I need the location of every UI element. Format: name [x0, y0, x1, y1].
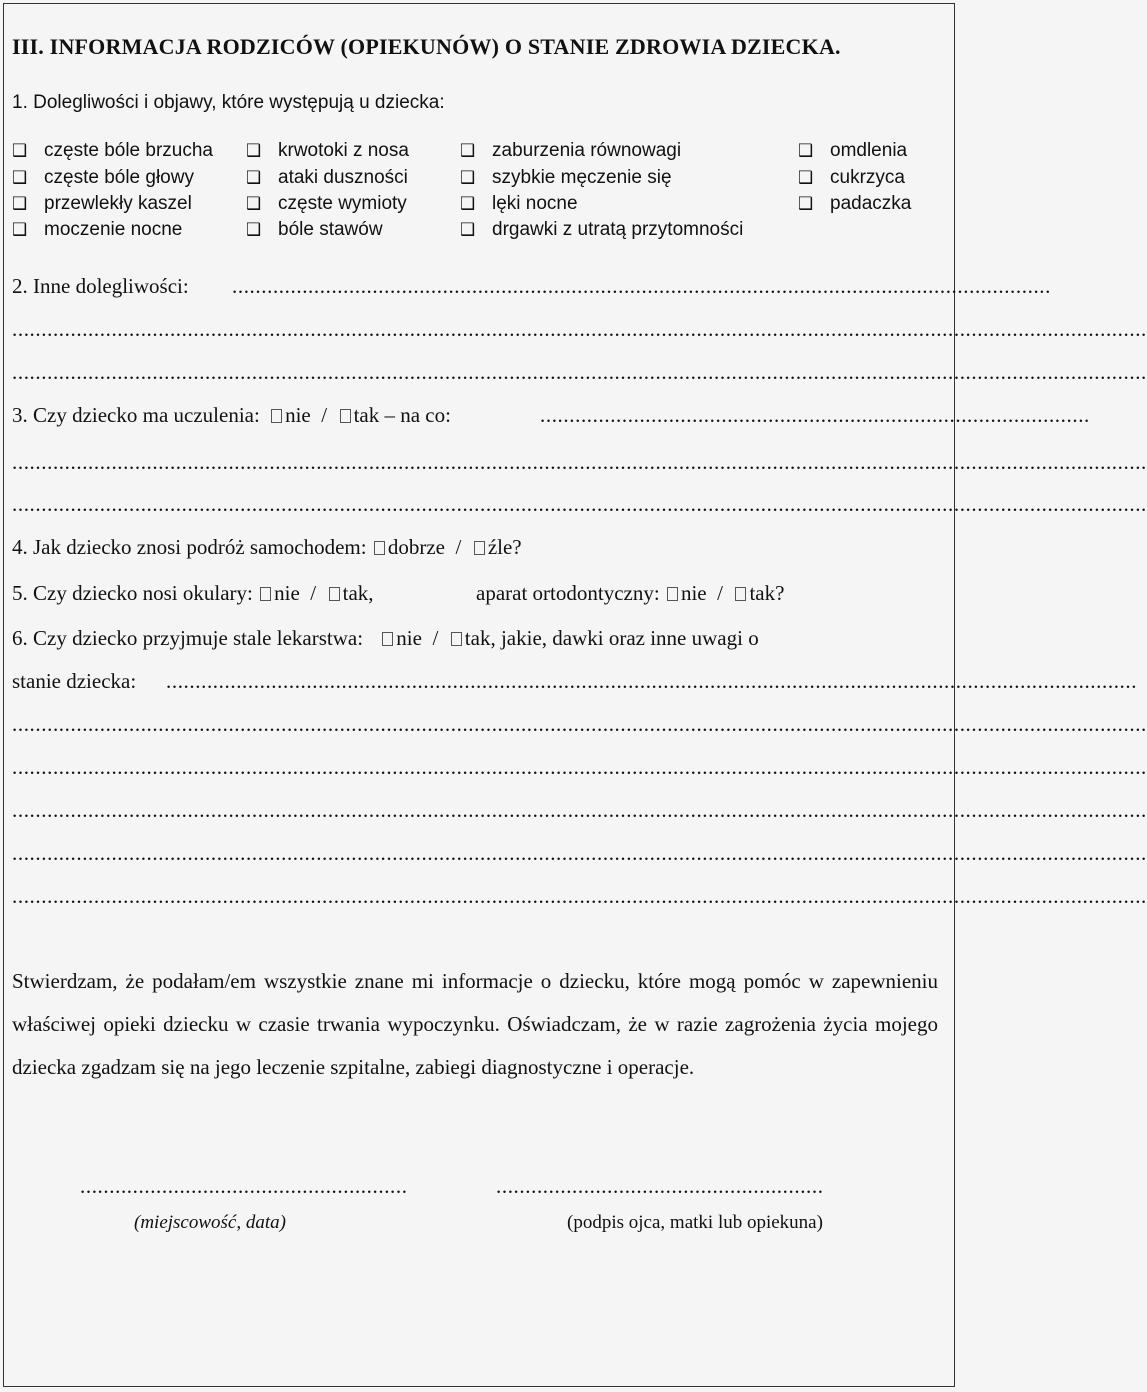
checkbox-icon[interactable]: ❑ — [460, 220, 476, 240]
checkbox-icon[interactable]: ❑ — [798, 194, 814, 214]
parent-signature-caption: (podpis ojca, matki lub opiekuna) — [567, 1212, 823, 1233]
question-2-label: 2. Inne dolegliwości: — [12, 274, 189, 298]
checkbox-icon[interactable]: ❑ — [460, 168, 476, 188]
checkbox-icon[interactable]: ❑ — [798, 168, 814, 188]
checkbox-icon[interactable]: ❑ — [12, 141, 28, 161]
symptom-label: lęki nocne — [492, 193, 578, 214]
checkbox-meds-yes[interactable] — [451, 632, 462, 646]
question-3-row: 3. Czy dziecko ma uczulenia: nie / tak – na co: — [12, 403, 451, 427]
checkbox-icon[interactable]: ❑ — [246, 168, 262, 188]
answer-line[interactable]: .................................................................................................................................................................................................. — [12, 884, 1147, 908]
answer-line[interactable]: .................................................................................................................................................................................................. — [12, 317, 1147, 341]
checkbox-braces-no[interactable] — [667, 587, 678, 601]
question-5-braces-row: aparat ortodontyczny: nie / tak? — [476, 581, 785, 605]
signature-place-date-line[interactable]: ........................................................ — [80, 1174, 408, 1198]
symptom-option[interactable] — [460, 167, 672, 189]
symptom-label: krwotoki z nosa — [278, 140, 409, 161]
symptom-option[interactable] — [12, 167, 194, 189]
answer-line[interactable]: .................................................................................................................................................................................................. — [12, 841, 1147, 865]
symptom-option[interactable] — [460, 193, 578, 215]
symptom-label: częste bóle głowy — [44, 167, 194, 188]
checkbox-yes[interactable] — [340, 409, 351, 423]
question-4-row: 4. Jak dziecko znosi podróż samochodem: dobrze / źle? — [12, 535, 522, 559]
symptom-label: częste bóle brzucha — [44, 140, 213, 161]
braces-label: aparat ortodontyczny: — [476, 581, 660, 605]
checkbox-icon[interactable]: ❑ — [460, 194, 476, 214]
answer-line[interactable]: .................................................................................................................................................................................................. — [12, 360, 1147, 384]
question-6-label: 6. Czy dziecko przyjmuje stale lekarstwa: — [12, 626, 364, 650]
signature-parent-line[interactable]: ........................................................ — [496, 1174, 824, 1198]
checkbox-no[interactable] — [271, 409, 282, 423]
answer-line[interactable]: .................................................................................................................................................................................................. — [12, 755, 1147, 779]
question-6-row: 6. Czy dziecko przyjmuje stale lekarstwa: nie / tak, jakie, dawki oraz inne uwagi o — [12, 626, 759, 650]
symptom-option[interactable] — [246, 219, 383, 241]
checkbox-meds-no[interactable] — [382, 632, 393, 646]
question-5-row: 5. Czy dziecko nosi okulary: nie / tak, — [12, 581, 374, 605]
symptom-option[interactable] — [246, 167, 408, 189]
symptom-label: częste wymioty — [278, 193, 407, 214]
answer-line[interactable]: .................................................................................................................................................................................................. — [12, 798, 1147, 822]
symptom-label: padaczka — [830, 193, 912, 214]
symptom-label: ataki duszności — [278, 167, 408, 188]
answer-line[interactable]: .............................................................................................. — [540, 403, 1090, 427]
answer-line[interactable]: ............................................................................................................................................ — [232, 274, 1051, 298]
symptom-option[interactable] — [12, 219, 182, 241]
symptom-label: moczenie nocne — [44, 219, 183, 240]
section-heading: III. INFORMACJA RODZICÓW (OPIEKUNÓW) O STANIE ZDROWIA DZIECKA. — [12, 34, 841, 59]
answer-line[interactable]: .................................................................................................................................................................................................. — [12, 450, 1147, 474]
symptom-label: omdlenia — [830, 140, 908, 161]
symptom-label: zaburzenia równowagi — [492, 140, 682, 161]
question-4-label: 4. Jak dziecko znosi podróż samochodem: — [12, 535, 367, 559]
checkbox-icon[interactable]: ❑ — [246, 194, 262, 214]
checkbox-icon[interactable]: ❑ — [460, 141, 476, 161]
symptom-label: drgawki z utratą przytomności — [492, 219, 744, 240]
checkbox-glasses-yes[interactable] — [329, 587, 340, 601]
checkbox-icon[interactable]: ❑ — [246, 141, 262, 161]
checkbox-icon[interactable]: ❑ — [246, 220, 262, 240]
symptom-label: szybkie męczenie się — [492, 167, 672, 188]
place-date-caption: (miejscowość, data) — [134, 1212, 286, 1233]
checkbox-icon[interactable]: ❑ — [12, 194, 28, 214]
answer-line[interactable]: .................................................................................................................................................................................................. — [12, 492, 1147, 516]
checkbox-icon[interactable]: ❑ — [12, 220, 28, 240]
symptom-option[interactable] — [246, 140, 409, 162]
symptom-option[interactable] — [460, 219, 743, 241]
symptom-option[interactable] — [798, 193, 911, 215]
symptom-label: przewlekły kaszel — [44, 193, 192, 214]
question-3-label: 3. Czy dziecko ma uczulenia: — [12, 403, 260, 427]
question-5-label: 5. Czy dziecko nosi okulary: — [12, 581, 253, 605]
checkbox-braces-yes[interactable] — [735, 587, 746, 601]
symptom-option[interactable] — [246, 193, 407, 215]
checkbox-icon[interactable]: ❑ — [12, 168, 28, 188]
checkbox-icon[interactable]: ❑ — [798, 141, 814, 161]
checkbox-bad[interactable] — [474, 541, 485, 555]
symptom-option[interactable] — [798, 167, 905, 189]
answer-line[interactable]: .................................................................................................................................................................................................. — [12, 712, 1147, 736]
symptom-option[interactable] — [12, 140, 213, 162]
symptom-option[interactable] — [12, 193, 192, 215]
checkbox-good[interactable] — [374, 541, 385, 555]
answer-line[interactable]: ...................................................................................................................................................................... — [166, 669, 1138, 693]
symptom-label: bóle stawów — [278, 219, 383, 240]
checkbox-glasses-no[interactable] — [260, 587, 271, 601]
consent-statement: Stwierdzam, że podałam/em wszystkie znane mi informacje o dziecku, które mogą pomóc w zapewnieniu właściwej opieki dziecku w czasie trwania wypoczynku. Oświadczam, że w razie zagrożenia życia mojego dziecka zgadzam się na jego leczenie szpitalne, zabiegi diagnostyczne i operacje. — [12, 969, 938, 1079]
question-1-label: 1. Dolegliwości i objawy, które występują u dziecka: — [12, 92, 445, 113]
symptom-option[interactable] — [460, 140, 681, 162]
symptom-option[interactable] — [798, 140, 907, 162]
symptom-label: cukrzyca — [830, 167, 905, 188]
question-6-line2: stanie dziecka: — [12, 669, 137, 693]
